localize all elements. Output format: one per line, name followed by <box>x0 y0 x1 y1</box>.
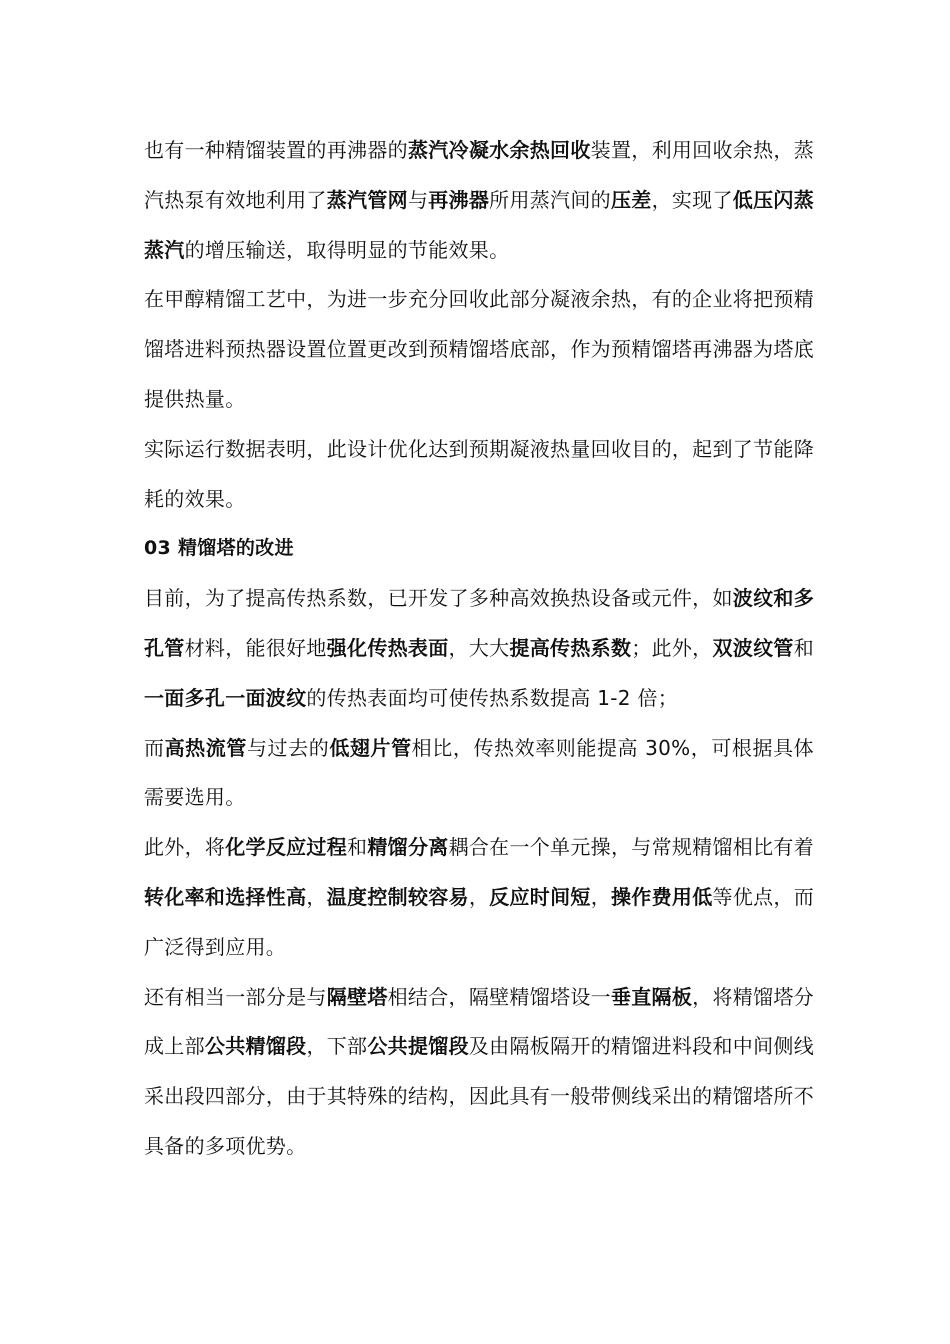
bold-term: 公共精馏段 <box>204 1034 307 1059</box>
text-run: 和 <box>347 835 368 860</box>
text-run: 也有一种精馏装置的再沸器的 <box>144 138 408 162</box>
text-run: ， <box>306 884 327 909</box>
text-run: 在甲醇精馏工艺中，为进一步充分回收此部分凝液余热，有的企业将把预精馏塔进料预热器设置位置更改到预精馏塔底部，作为预精馏塔再沸器为塔底提供热量。 <box>144 287 814 411</box>
text-run: 还有相当一部分是与 <box>144 984 327 1009</box>
bold-term: 提高传热系数 <box>509 635 632 660</box>
text-run: 相比，传热效率则能提高 30%，可根据具体需要选用。 <box>144 735 814 810</box>
bold-term: 强化传热表面 <box>326 635 449 660</box>
paragraph-operation-data <box>144 425 814 525</box>
text-run: ， <box>468 884 490 909</box>
document-body <box>144 126 814 1172</box>
paragraph-high-flux-tube <box>144 724 814 824</box>
text-run: 和 <box>793 635 814 660</box>
text-run: 所用蒸汽间的 <box>489 187 611 212</box>
text-run: 此外，将 <box>144 835 226 860</box>
bold-term: 转化率和选择性高 <box>144 884 307 909</box>
bold-term: 压差 <box>610 187 652 212</box>
bold-term: 操作费用低 <box>611 884 713 909</box>
heading-text: 03 精馏塔的改进 <box>144 537 294 560</box>
bold-term: 反应时间短 <box>489 884 591 909</box>
bold-term: 垂直隔板 <box>610 984 693 1009</box>
text-run: ， <box>590 884 611 909</box>
text-run: 的传热表面均可使传热系数提高 1-2 倍； <box>306 685 679 710</box>
bold-term: 化学反应过程 <box>225 835 348 860</box>
text-run: 等优点，而广泛得到应用。 <box>144 884 815 959</box>
text-run: 与 <box>407 187 429 212</box>
bold-term: 蒸汽管网 <box>326 187 408 212</box>
bold-term: 隔壁塔 <box>326 984 388 1009</box>
bold-term: 低压闪蒸蒸汽 <box>144 187 815 262</box>
text-run: ，大大 <box>448 635 510 660</box>
paragraph-heat-transfer-elements <box>144 574 814 723</box>
text-run: 耦合在一个单元操，与常规精馏相比有着 <box>448 835 814 860</box>
bold-term: 公共提馏段 <box>367 1034 469 1059</box>
paragraph-methanol-preheater <box>144 275 814 424</box>
bold-term: 双波纹管 <box>712 635 794 660</box>
section-heading-column-improvement <box>144 524 814 574</box>
text-run: ；此外， <box>631 635 713 660</box>
bold-term: 低翅片管 <box>329 735 412 760</box>
text-run: 相结合，隔壁精馏塔设一 <box>387 984 611 1009</box>
bold-term: 高热流管 <box>164 735 247 760</box>
paragraph-steam-condensate-recovery <box>144 126 814 275</box>
text-run: 目前，为了提高传热系数，已开发了多种高效换热设备或元件，如 <box>144 586 733 611</box>
text-run: ，下部 <box>306 1034 368 1059</box>
paragraph-reactive-distillation <box>144 823 814 972</box>
text-run: 实际运行数据表明，此设计优化达到预期凝液热量回收目的，起到了节能降耗的效果。 <box>144 436 814 511</box>
text-run: 及由隔板隔开的精馏进料段和中间侧线采出段四部分，由于其特殊的结构，因此具有一般带侧线采出的精馏塔所不具备的多项优势。 <box>144 1034 815 1158</box>
bold-term: 蒸汽冷凝水余热回收 <box>407 138 591 162</box>
text-run: 与过去的 <box>246 735 330 760</box>
bold-term: 波纹和多孔管 <box>144 586 815 660</box>
bold-term: 温度控制较容易 <box>326 884 469 909</box>
paragraph-dividing-wall-column <box>144 973 814 1172</box>
text-run: 装置，利用回收余热，蒸汽热泵有效地利用了 <box>144 138 814 212</box>
text-run: ，实现了 <box>651 187 733 212</box>
bold-term: 再沸器 <box>428 187 490 212</box>
bold-term: 精馏分离 <box>367 835 449 860</box>
text-run: ，将精馏塔分成上部 <box>144 984 814 1059</box>
bold-term: 一面多孔一面波纹 <box>144 685 307 710</box>
text-run: 材料，能很好地 <box>184 635 327 660</box>
text-run: 而 <box>144 735 165 760</box>
text-run: 的增压输送，取得明显的节能效果。 <box>184 237 510 262</box>
